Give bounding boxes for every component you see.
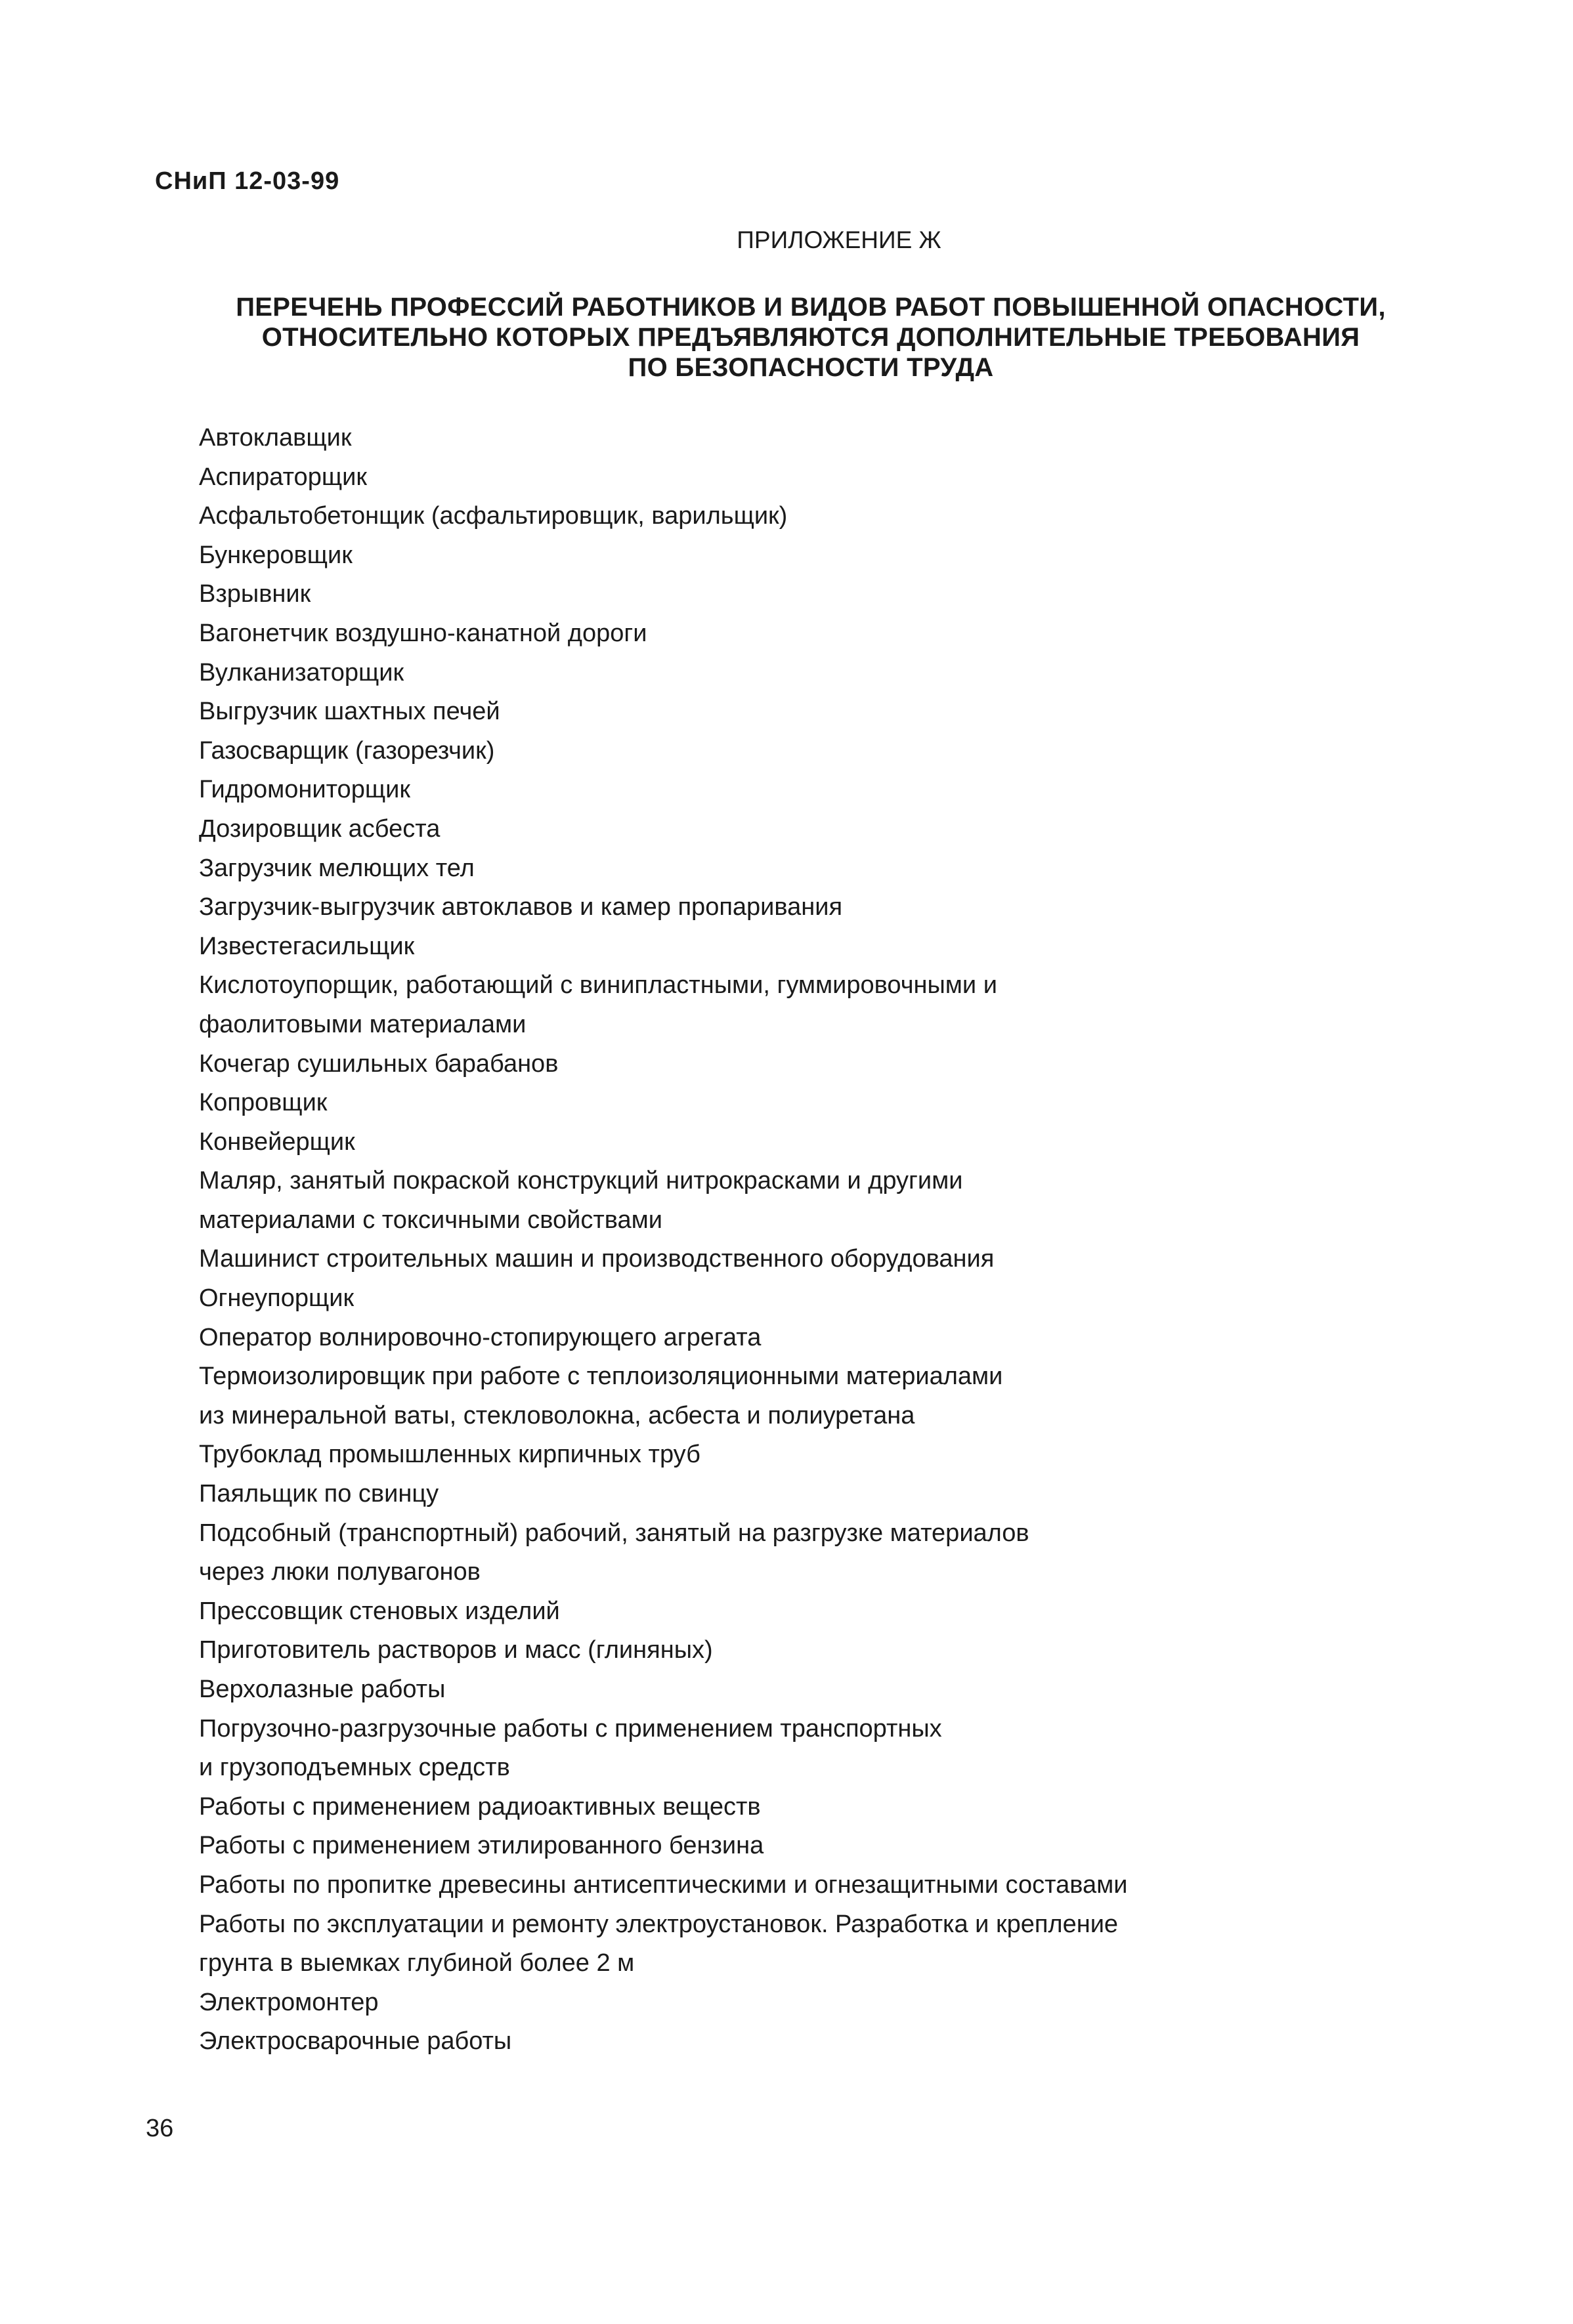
list-item: фаолитовыми материалами	[199, 1010, 527, 1038]
appendix-label: ПРИЛОЖЕНИЕ Ж	[737, 226, 941, 253]
list-item: Автоклавщик	[199, 424, 352, 452]
list-item: Верхолазные работы	[199, 1676, 446, 1703]
list-item: Оператор волнировочно-стопирующего агрегата	[199, 1323, 762, 1351]
list-item: через люки полувагонов	[199, 1558, 481, 1586]
list-item: Взрывник	[199, 580, 311, 608]
list-item: Работы с применением радиоактивных веществ	[199, 1792, 761, 1821]
list-item: Работы с применением этилированного бензина	[199, 1832, 764, 1860]
list-item: Электромонтер	[199, 1988, 379, 2016]
list-item: материалами с токсичными свойствами	[199, 1206, 662, 1234]
title-line: ПО БЕЗОПАСНОСТИ ТРУДА	[628, 353, 994, 382]
profession-list	[199, 419, 1381, 2061]
list-item: Дозировщик асбеста	[199, 814, 441, 843]
list-item: Известегасильщик	[199, 932, 415, 960]
list-item: Паяльщик по свинцу	[199, 1480, 439, 1508]
list-item: Асфальтобетонщик (асфальтировщик, варильщик)	[199, 502, 788, 530]
list-item: Вулканизаторщик	[199, 658, 404, 687]
list-item: Подсобный (транспортный) рабочий, занятый на разгрузке материалов	[199, 1519, 1029, 1547]
list-item: Кочегар сушильных барабанов	[199, 1049, 559, 1078]
list-item: Выгрузчик шахтных печей	[199, 698, 500, 726]
list-item: Приготовитель растворов и масс (глиняных)	[199, 1636, 713, 1664]
title-line: ОТНОСИТЕЛЬНО КОТОРЫХ ПРЕДЪЯВЛЯЮТСЯ ДОПОЛНИТЕЛЬНЫЕ ТРЕБОВАНИЯ	[261, 323, 1360, 352]
list-item: грунта в выемках глубиной более 2 м	[199, 1949, 635, 1977]
list-item: Бункеровщик	[199, 541, 353, 569]
list-item: Огнеупорщик	[199, 1284, 355, 1313]
list-item: Погрузочно-разгрузочные работы с применением транспортных	[199, 1714, 942, 1743]
list-item: Термоизолировщик при работе с теплоизоляционными материалами	[199, 1363, 1003, 1391]
list-item: Кислотоупорщик, работающий с винипластными, гуммировочными и	[199, 971, 997, 1000]
list-item: Копровщик	[199, 1089, 328, 1117]
list-item: Вагонетчик воздушно-канатной дороги	[199, 619, 647, 647]
list-item: Газосварщик (газорезчик)	[199, 736, 495, 765]
title-line: ПЕРЕЧЕНЬ ПРОФЕССИЙ РАБОТНИКОВ И ВИДОВ РАБОТ ПОВЫШЕННОЙ ОПАСНОСТИ,	[236, 293, 1386, 322]
list-item: Машинист строительных машин и производственного оборудования	[199, 1245, 995, 1273]
list-item: Конвейерщик	[199, 1128, 355, 1156]
list-item: Работы по пропитке древесины антисептическими и огнезащитными составами	[199, 1870, 1128, 1899]
document-title	[197, 292, 1425, 383]
list-item: из минеральной ваты, стекловолокна, асбеста и полиуретана	[199, 1401, 915, 1429]
list-item: Маляр, занятый покраской конструкций нитрокрасками и другими	[199, 1167, 963, 1195]
list-item: Загрузчик-выгрузчик автоклавов и камер пропаривания	[199, 893, 843, 921]
list-item: Электросварочные работы	[199, 2027, 512, 2056]
page-number: 36	[146, 2115, 174, 2142]
list-item: Прессовщик стеновых изделий	[199, 1597, 560, 1625]
list-item: Аспираторщик	[199, 463, 367, 491]
list-item: и грузоподъемных средств	[199, 1754, 510, 1782]
list-item: Загрузчик мелющих тел	[199, 854, 475, 882]
list-item: Гидромониторщик	[199, 776, 410, 804]
list-item: Работы по эксплуатации и ремонту электроустановок. Разработка и крепление	[199, 1910, 1119, 1938]
list-item: Трубоклад промышленных кирпичных труб	[199, 1441, 700, 1469]
document-code: СНиП 12-03-99	[155, 167, 340, 195]
